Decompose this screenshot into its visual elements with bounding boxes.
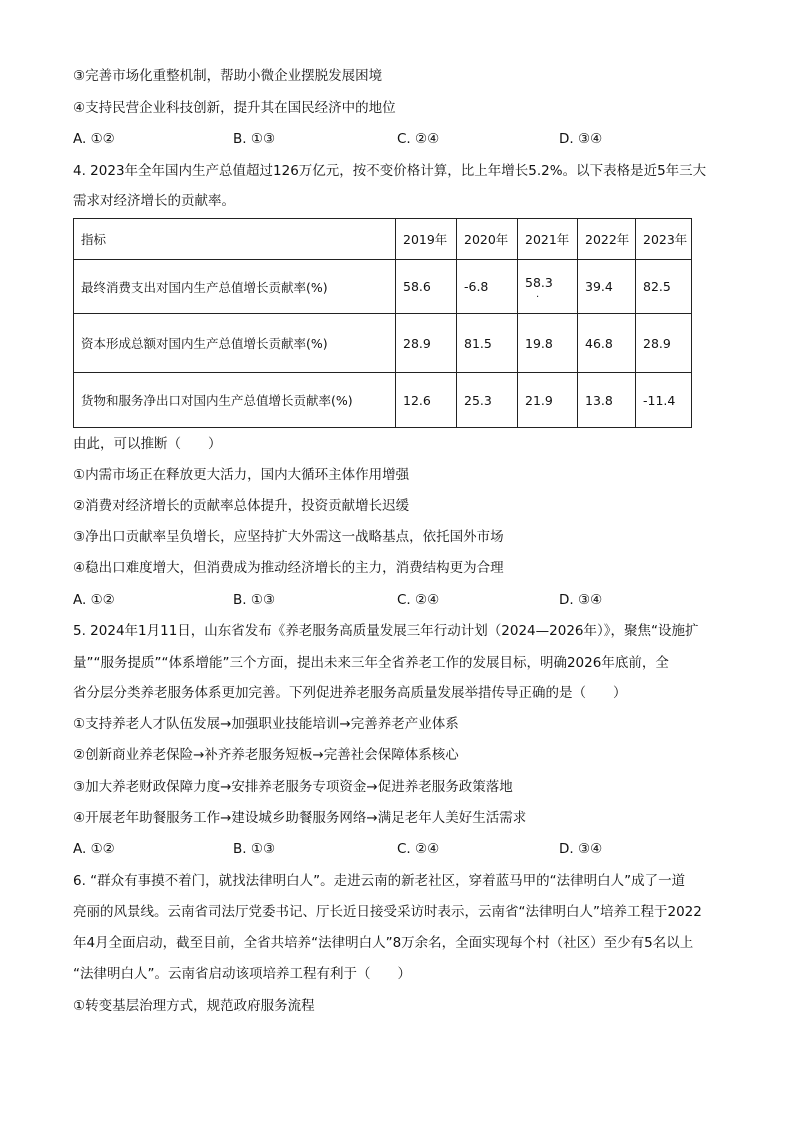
q4-option-c: C. ②④ [397, 592, 440, 608]
q4-item-1: ①内需市场正在释放更大活力，国内大循环主体作用增强 [73, 467, 410, 483]
table-cell [518, 260, 578, 314]
q6-item-1: ①转变基层治理方式，规范政府服务流程 [73, 998, 315, 1014]
q4-option-a: A. ①② [73, 592, 115, 608]
q5-option-b: B. ①③ [233, 841, 276, 857]
q5-option-a: A. ①② [73, 841, 115, 857]
table-cell: 19.8 [518, 314, 578, 373]
q6-stem-line-2: 亮丽的风景线。云南省司法厅党委书记、厅长近日接受采访时表示，云南省“法律明白人”培养工程于2022 [73, 904, 702, 920]
table-header-cell: 2020年 [457, 219, 518, 260]
q6-stem-line-4: “法律明白人”。云南省启动该项培养工程有利于（ ） [73, 966, 411, 982]
q3-option-b: B. ①③ [233, 131, 276, 147]
table-cell: 21.9 [518, 373, 578, 428]
q4-stem-line-1: 4. 2023年全年国内生产总值超过126万亿元，按不变价格计算，比上年增长5.2%。以下表格是近5年三大 [73, 163, 707, 179]
q3-item-3: ③完善市场化重整机制，帮助小微企业摆脱发展困境 [73, 68, 383, 84]
table-cell: 46.8 [578, 314, 636, 373]
table-cell: -11.4 [636, 373, 692, 428]
table-row [74, 373, 692, 428]
q6-stem-line-3: 年4月全面启动，截至目前，全省共培养“法律明白人”8万余名，全面实现每个村（社区）至少有5名以上 [73, 935, 694, 951]
q6-stem-line-1: 6. “群众有事摸不着门，就找法律明白人”。走进云南的新老社区，穿着蓝马甲的“法律明白人”成了一道 [73, 873, 686, 889]
table-cell: 81.5 [457, 314, 518, 373]
table-row [74, 314, 692, 373]
q4-stem-line-2: 需求对经济增长的贡献率。 [73, 193, 235, 209]
table-header-cell: 2021年 [518, 219, 578, 260]
q5-option-c: C. ②④ [397, 841, 440, 857]
table-cell: 资本形成总额对国内生产总值增长贡献率(%) [74, 314, 396, 373]
table-cell: 12.6 [396, 373, 457, 428]
table-cell: 58.6 [396, 260, 457, 314]
q5-item-1: ①支持养老人才队伍发展→加强职业技能培训→完善养老产业体系 [73, 716, 459, 732]
table-cell: 39.4 [578, 260, 636, 314]
q5-item-3: ③加大养老财政保障力度→安排养老服务专项资金→促进养老服务政策落地 [73, 779, 513, 795]
q4-item-3: ③净出口贡献率呈负增长，应坚持扩大外需这一战略基点，依托国外市场 [73, 529, 504, 545]
q4-options [73, 590, 733, 610]
q5-stem-line-1: 5. 2024年1月11日，山东省发布《养老服务高质量发展三年行动计划（2024—2026年）》，聚焦“设施扩 [73, 623, 699, 639]
q3-option-c: C. ②④ [397, 131, 440, 147]
table-cell-value: 58.3 [525, 275, 553, 290]
q4-item-2: ②消费对经济增长的贡献率总体提升，投资贡献增长迟缓 [73, 498, 410, 514]
q5-option-d: D. ③④ [559, 841, 603, 857]
table-cell: -6.8 [457, 260, 518, 314]
stray-dot-mark: · [536, 292, 540, 303]
contribution-table [73, 218, 692, 428]
q5-options [73, 839, 733, 859]
q3-option-a: A. ①② [73, 131, 115, 147]
table-cell: 28.9 [636, 314, 692, 373]
q4-option-b: B. ①③ [233, 592, 276, 608]
table-row [74, 260, 692, 314]
table-header-row [74, 219, 692, 260]
q3-item-4: ④支持民营企业科技创新，提升其在国民经济中的地位 [73, 100, 396, 116]
table-header-cell: 2023年 [636, 219, 692, 260]
q5-stem-line-2: 量”“服务提质”“体系增能”三个方面，提出未来三年全省养老工作的发展目标，明确2026年底前，全 [73, 655, 669, 671]
q5-stem-line-3: 省分层分类养老服务体系更加完善。下列促进养老服务高质量发展举措传导正确的是（ ） [73, 685, 627, 701]
table-header-cell: 2022年 [578, 219, 636, 260]
q4-prompt: 由此，可以推断（ ） [73, 436, 222, 452]
q3-option-d: D. ③④ [559, 131, 603, 147]
q5-item-2: ②创新商业养老保险→补齐养老服务短板→完善社会保障体系核心 [73, 747, 459, 763]
table-cell: 82.5 [636, 260, 692, 314]
table-cell: 28.9 [396, 314, 457, 373]
table-cell: 13.8 [578, 373, 636, 428]
table-cell: 25.3 [457, 373, 518, 428]
table-cell: 最终消费支出对国内生产总值增长贡献率(%) [74, 260, 396, 314]
q5-item-4: ④开展老年助餐服务工作→建设城乡助餐服务网络→满足老年人美好生活需求 [73, 810, 527, 826]
table-header-cell: 指标 [74, 219, 396, 260]
table-cell: 货物和服务净出口对国内生产总值增长贡献率(%) [74, 373, 396, 428]
q3-options [73, 129, 733, 149]
q4-item-4: ④稳出口难度增大，但消费成为推动经济增长的主力，消费结构更为合理 [73, 560, 504, 576]
table-header-cell: 2019年 [396, 219, 457, 260]
q4-option-d: D. ③④ [559, 592, 603, 608]
